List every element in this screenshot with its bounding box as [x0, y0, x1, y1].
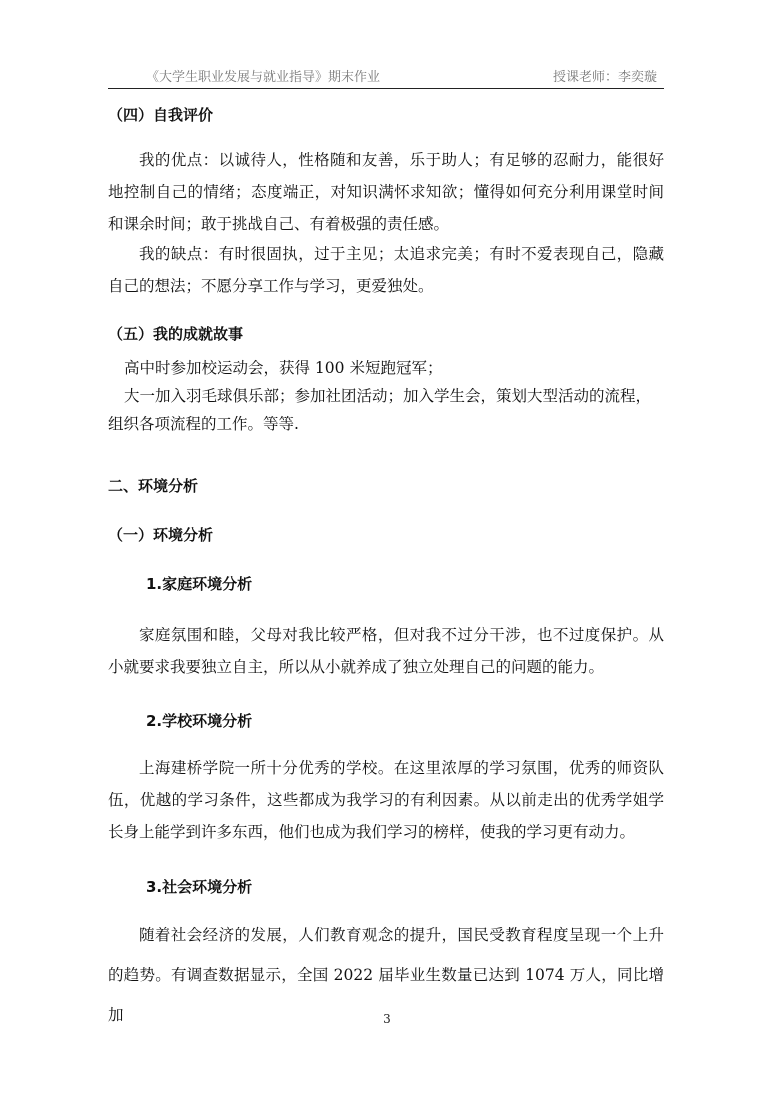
family-env-paragraph: 家庭氛围和睦，父母对我比较严格，但对我不过分干涉，也不过度保护。从小就要求我要独立自主，所以从小就养成了独立处理自己的问题的能力。 — [108, 626, 664, 676]
school-env-heading: 2.学校环境分析 — [146, 712, 253, 730]
achievement-line-2: 大一加入羽毛球俱乐部；参加社团活动；加入学生会，策划大型活动的流程， — [124, 387, 652, 405]
teacher-name: 授课老师：李奕璇 — [552, 70, 657, 85]
achievements-heading: （五）我的成就故事 — [108, 325, 244, 343]
achievement-line-1: 高中时参加校运动会，获得 100 米短跑冠军； — [124, 359, 443, 377]
strengths-paragraph: 我的优点：以诚待人，性格随和友善，乐于助人；有足够的忍耐力，能很好地控制自己的情绪；态度端正，对知识满怀求知欲；懂得如何充分利用课堂时间和课余时间；敢于挑战自己、有着极强的责任感。 — [108, 151, 664, 233]
school-env-paragraph: 上海建桥学院一所十分优秀的学校。在这里浓厚的学习氛围，优秀的师资队伍，优越的学习条件，这些都成为我学习的有利因素。从以前走出的优秀学姐学长身上能学到许多东西，他们也成为我们学习的榜样，使我的学习更有动力。 — [108, 759, 664, 841]
page-number: 3 — [383, 1012, 391, 1026]
header-divider — [108, 88, 664, 89]
course-title: 《大学生职业发展与就业指导》期末作业 — [146, 70, 381, 85]
family-env-heading: 1.家庭环境分析 — [146, 575, 253, 593]
self-eval-heading: （四）自我评价 — [108, 106, 214, 124]
achievement-line-3: 组织各项流程的工作。等等. — [108, 415, 299, 433]
society-env-paragraph: 随着社会经济的发展，人们教育观念的提升，国民受教育程度呈现一个上升的趋势。有调查数据显示，全国 2022 届毕业生数量已达到 1074 万人，同比增加 — [108, 926, 664, 1024]
environment-heading: 二、环境分析 — [108, 477, 199, 495]
weaknesses-paragraph: 我的缺点：有时很固执，过于主见；太追求完美；有时不爱表现自己，隐藏自己的想法；不愿分享工作与学习，更爱独处。 — [108, 245, 664, 295]
society-env-heading: 3.社会环境分析 — [146, 878, 253, 896]
environment-subheading: （一）环境分析 — [108, 526, 214, 544]
